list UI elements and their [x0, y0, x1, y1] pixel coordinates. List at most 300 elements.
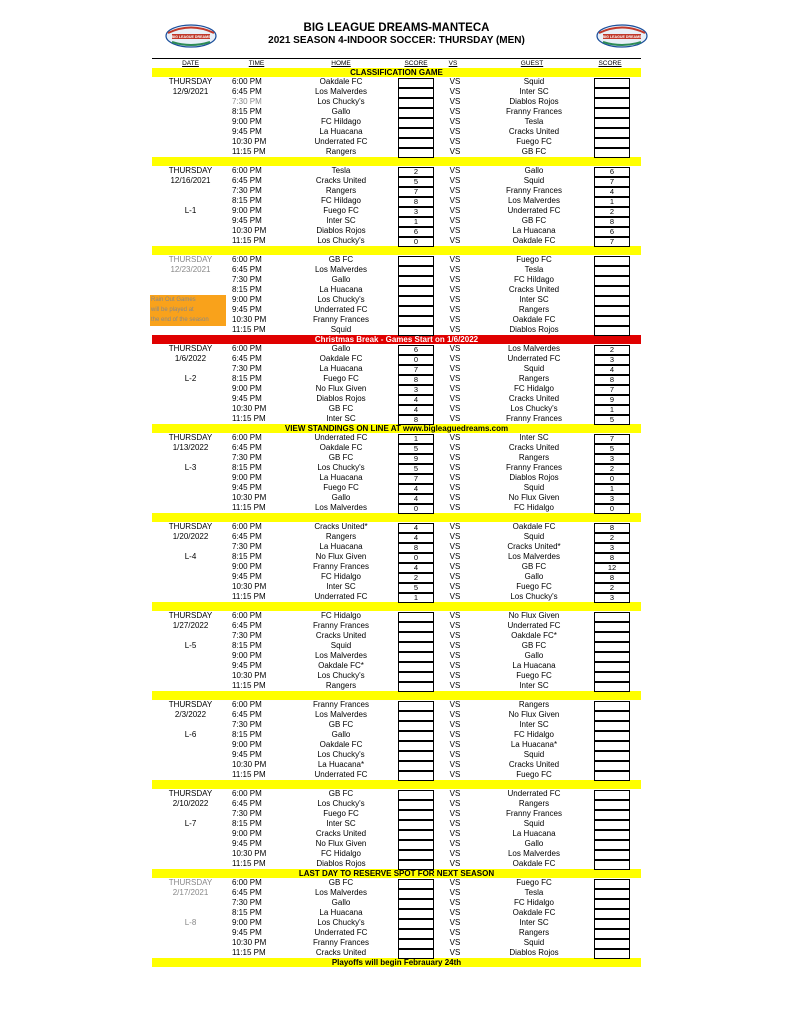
- game-date-cell: [152, 394, 229, 404]
- vs-label: VS: [449, 394, 461, 403]
- game-date-cell: [152, 483, 229, 493]
- game-date-cell: [152, 107, 229, 117]
- game-time: 11:15 PM: [232, 414, 266, 423]
- home-team: La Huacana: [319, 473, 363, 482]
- guest-score-box: [594, 642, 630, 652]
- game-date-cell: [152, 582, 229, 592]
- game-row: [152, 522, 641, 532]
- block-banner: CLASSIFICATION GAME: [152, 68, 641, 77]
- game-date-cell: [152, 275, 229, 285]
- home-score-box: [398, 682, 434, 692]
- home-team: Gallo: [331, 898, 351, 907]
- game-date-cell: THURSDAY: [168, 344, 213, 353]
- guest-team: Franny Frances: [505, 809, 563, 818]
- home-score-box: 4: [398, 405, 434, 415]
- vs-label: VS: [449, 888, 461, 897]
- game-row: [152, 671, 641, 681]
- league-logo-icon: [595, 24, 649, 48]
- column-headers: [152, 58, 641, 68]
- home-team: Fuego FC: [323, 206, 359, 215]
- vs-label: VS: [449, 611, 461, 620]
- home-score-box: 3: [398, 207, 434, 217]
- home-score-box: [398, 306, 434, 316]
- game-date-cell: 12/9/2021: [172, 87, 209, 96]
- schedule-blocks: [152, 68, 641, 958]
- game-time: 9:45 PM: [232, 216, 262, 225]
- game-row: [152, 849, 641, 859]
- guest-score-box: [594, 909, 630, 919]
- game-time: 9:00 PM: [232, 829, 262, 838]
- home-score-box: 5: [398, 444, 434, 454]
- home-team: Cracks United: [315, 829, 367, 838]
- game-row: [152, 631, 641, 641]
- game-time: 6:45 PM: [232, 87, 262, 96]
- game-date-cell: [152, 325, 229, 335]
- home-score-box: 0: [398, 553, 434, 563]
- game-date-cell: L-3: [184, 463, 197, 472]
- guest-score-box: [594, 830, 630, 840]
- guest-team: Inter SC: [519, 918, 549, 927]
- game-date-cell: 1/27/2022: [172, 621, 209, 630]
- home-team: Los Malverdes: [314, 503, 368, 512]
- home-score-box: 9: [398, 454, 434, 464]
- game-row: [152, 829, 641, 839]
- home-score-box: 7: [398, 474, 434, 484]
- game-row: [152, 770, 641, 780]
- guest-score-box: 2: [594, 533, 630, 543]
- game-time: 10:30 PM: [232, 493, 267, 502]
- guest-team: Inter SC: [519, 87, 549, 96]
- game-date-cell: [152, 493, 229, 503]
- game-date-cell: L-8: [184, 918, 197, 927]
- game-date-cell: [152, 681, 229, 691]
- home-team: Rangers: [325, 681, 357, 690]
- game-time: 9:00 PM: [232, 117, 262, 126]
- game-time: 9:00 PM: [232, 295, 262, 304]
- home-score-box: [398, 790, 434, 800]
- game-date-cell: 2/3/2022: [174, 710, 207, 719]
- game-date-cell: [152, 364, 229, 374]
- guest-score-box: [594, 266, 630, 276]
- game-date-cell: [152, 295, 229, 305]
- guest-score-box: [594, 949, 630, 959]
- game-row: [152, 483, 641, 493]
- home-team: Franny Frances: [312, 621, 370, 630]
- game-row: [152, 700, 641, 710]
- home-team: Inter SC: [326, 216, 356, 225]
- home-score-box: [398, 148, 434, 158]
- vs-label: VS: [449, 186, 461, 195]
- vs-label: VS: [449, 364, 461, 373]
- vs-label: VS: [449, 918, 461, 927]
- guest-team: Fuego FC: [516, 770, 552, 779]
- home-score-box: [398, 889, 434, 899]
- game-date-cell: THURSDAY: [168, 166, 213, 175]
- game-row: [152, 710, 641, 720]
- guest-score-box: [594, 800, 630, 810]
- home-score-box: 4: [398, 395, 434, 405]
- vs-label: VS: [449, 532, 461, 541]
- guest-team: Diablos Rojos: [509, 948, 559, 957]
- game-date-cell: [152, 315, 229, 325]
- home-team: Franny Frances: [312, 562, 370, 571]
- game-time: 7:30 PM: [232, 898, 262, 907]
- game-row: [152, 295, 641, 305]
- guest-score-box: [594, 919, 630, 929]
- guest-score-box: 8: [594, 523, 630, 533]
- vs-label: VS: [449, 770, 461, 779]
- home-team: Franny Frances: [312, 315, 370, 324]
- game-time: 11:15 PM: [232, 147, 266, 156]
- home-score-box: [398, 622, 434, 632]
- game-row: [152, 938, 641, 948]
- home-team: La Huacana*: [317, 760, 365, 769]
- guest-score-box: [594, 138, 630, 148]
- guest-team: Oakdale FC: [512, 315, 556, 324]
- home-team: Los Chucky's: [317, 97, 365, 106]
- game-row: [152, 888, 641, 898]
- home-team: Inter SC: [326, 582, 356, 591]
- game-row: [152, 384, 641, 394]
- game-time: 8:15 PM: [232, 196, 262, 205]
- guest-score-box: 2: [594, 207, 630, 217]
- home-score-box: [398, 850, 434, 860]
- game-time: 8:15 PM: [232, 730, 262, 739]
- home-team: Oakdale FC: [319, 740, 363, 749]
- game-time: 9:45 PM: [232, 661, 262, 670]
- game-date-cell: [152, 542, 229, 552]
- game-time: 9:45 PM: [232, 305, 262, 314]
- home-score-box: 1: [398, 593, 434, 603]
- home-score-box: 1: [398, 217, 434, 227]
- game-row: [152, 433, 641, 443]
- game-time: 7:30 PM: [232, 453, 262, 462]
- game-row: [152, 552, 641, 562]
- game-row: [152, 611, 641, 621]
- home-score-box: [398, 662, 434, 672]
- vs-label: VS: [449, 265, 461, 274]
- game-row: [152, 374, 641, 384]
- guest-score-box: 8: [594, 375, 630, 385]
- game-time: 11:15 PM: [232, 770, 266, 779]
- game-time: 11:15 PM: [232, 681, 266, 690]
- block-banner: LAST DAY TO RESERVE SPOT FOR NEXT SEASON: [152, 869, 641, 878]
- game-time: 7:30 PM: [232, 720, 262, 729]
- game-row: [152, 572, 641, 582]
- column-header-date: DATE: [182, 60, 199, 67]
- home-team: GB FC: [328, 720, 354, 729]
- home-score-box: [398, 800, 434, 810]
- game-row: [152, 117, 641, 127]
- game-time: 9:00 PM: [232, 206, 262, 215]
- guest-score-box: [594, 790, 630, 800]
- home-score-box: [398, 879, 434, 889]
- game-time: 8:15 PM: [232, 374, 262, 383]
- vs-label: VS: [449, 137, 461, 146]
- guest-team: GB FC: [521, 641, 547, 650]
- home-team: Oakdale FC: [319, 354, 363, 363]
- home-score-box: [398, 672, 434, 682]
- game-time: 6:00 PM: [232, 700, 262, 709]
- guest-score-box: 3: [594, 543, 630, 553]
- game-time: 10:30 PM: [232, 671, 267, 680]
- guest-team: Squid: [523, 483, 545, 492]
- guest-score-box: 8: [594, 217, 630, 227]
- vs-label: VS: [449, 433, 461, 442]
- home-score-box: [398, 88, 434, 98]
- vs-label: VS: [449, 562, 461, 571]
- home-team: FC Hidalgo: [320, 572, 361, 581]
- column-header-guest: GUEST: [520, 60, 544, 67]
- game-time: 10:30 PM: [232, 938, 267, 947]
- game-date-cell: L-6: [184, 730, 197, 739]
- game-time: 10:30 PM: [232, 849, 267, 858]
- game-date-cell: [152, 651, 229, 661]
- game-time: 6:45 PM: [232, 888, 262, 897]
- game-time: 6:45 PM: [232, 621, 262, 630]
- vs-label: VS: [449, 641, 461, 650]
- svg-text:BIG LEAGUE DREAMS: BIG LEAGUE DREAMS: [171, 35, 211, 39]
- guest-team: Rangers: [518, 305, 550, 314]
- game-time: 9:00 PM: [232, 651, 262, 660]
- vs-label: VS: [449, 295, 461, 304]
- guest-score-box: [594, 128, 630, 138]
- game-date-cell: [152, 127, 229, 137]
- guest-score-box: 2: [594, 345, 630, 355]
- block-banner: [152, 513, 641, 522]
- vs-label: VS: [449, 522, 461, 531]
- vs-label: VS: [449, 453, 461, 462]
- home-team: No Flux Given: [315, 384, 367, 393]
- game-row: [152, 325, 641, 335]
- vs-label: VS: [449, 127, 461, 136]
- column-header-guest-score: SCORE: [598, 60, 622, 67]
- guest-team: Cracks United: [508, 285, 560, 294]
- home-team: Diablos Rojos: [316, 394, 366, 403]
- game-date-cell: [152, 404, 229, 414]
- guest-score-box: 3: [594, 494, 630, 504]
- game-date-cell: THURSDAY: [168, 611, 213, 620]
- game-row: [152, 789, 641, 799]
- game-date-cell: [152, 760, 229, 770]
- guest-score-box: [594, 672, 630, 682]
- game-row: [152, 97, 641, 107]
- vs-label: VS: [449, 799, 461, 808]
- game-row: [152, 127, 641, 137]
- game-date-cell: [152, 809, 229, 819]
- guest-score-box: [594, 889, 630, 899]
- game-date-cell: L-4: [184, 552, 197, 561]
- home-score-box: 8: [398, 415, 434, 425]
- guest-team: Los Chucky's: [510, 592, 558, 601]
- guest-score-box: [594, 286, 630, 296]
- guest-score-box: [594, 820, 630, 830]
- guest-team: Franny Frances: [505, 107, 563, 116]
- guest-team: Underrated FC: [507, 206, 561, 215]
- home-team: Underrated FC: [314, 305, 368, 314]
- home-team: Cracks United: [315, 948, 367, 957]
- guest-score-box: [594, 276, 630, 286]
- guest-score-box: 4: [594, 187, 630, 197]
- vs-label: VS: [449, 147, 461, 156]
- guest-score-box: [594, 771, 630, 781]
- game-time: 8:15 PM: [232, 641, 262, 650]
- game-date-cell: L-2: [184, 374, 197, 383]
- home-team: Fuego FC: [323, 374, 359, 383]
- guest-team: Fuego FC: [516, 878, 552, 887]
- home-team: Gallo: [331, 107, 351, 116]
- game-row: [152, 285, 641, 295]
- vs-label: VS: [449, 700, 461, 709]
- guest-score-box: 1: [594, 484, 630, 494]
- game-row: [152, 730, 641, 740]
- game-row: [152, 77, 641, 87]
- home-score-box: [398, 642, 434, 652]
- guest-team: Rangers: [518, 374, 550, 383]
- guest-score-box: 2: [594, 464, 630, 474]
- guest-team: Gallo: [524, 839, 544, 848]
- game-time: 6:45 PM: [232, 354, 262, 363]
- home-team: FC Hidalgo: [320, 611, 361, 620]
- home-team: Los Chucky's: [317, 236, 365, 245]
- vs-label: VS: [449, 849, 461, 858]
- guest-score-box: [594, 701, 630, 711]
- game-row: [152, 453, 641, 463]
- game-time: 11:15 PM: [232, 859, 266, 868]
- game-row: [152, 216, 641, 226]
- game-row: [152, 493, 641, 503]
- home-score-box: [398, 731, 434, 741]
- home-score-box: [398, 840, 434, 850]
- guest-score-box: [594, 939, 630, 949]
- guest-team: Cracks United: [508, 760, 560, 769]
- home-score-box: [398, 108, 434, 118]
- guest-team: Inter SC: [519, 681, 549, 690]
- guest-team: Squid: [523, 364, 545, 373]
- home-score-box: [398, 919, 434, 929]
- game-time: 6:00 PM: [232, 433, 262, 442]
- guest-score-box: [594, 751, 630, 761]
- guest-score-box: 7: [594, 237, 630, 247]
- home-team: Fuego FC: [323, 483, 359, 492]
- game-row: [152, 265, 641, 275]
- home-score-box: [398, 78, 434, 88]
- home-score-box: [398, 652, 434, 662]
- game-row: [152, 364, 641, 374]
- guest-score-box: [594, 810, 630, 820]
- home-team: La Huacana: [319, 908, 363, 917]
- vs-label: VS: [449, 621, 461, 630]
- guest-team: Tesla: [524, 117, 544, 126]
- home-team: La Huacana: [319, 542, 363, 551]
- guest-team: Tesla: [524, 265, 544, 274]
- home-team: Los Malverdes: [314, 651, 368, 660]
- vs-label: VS: [449, 878, 461, 887]
- vs-label: VS: [449, 928, 461, 937]
- guest-score-box: 6: [594, 227, 630, 237]
- home-score-box: [398, 296, 434, 306]
- game-row: [152, 315, 641, 325]
- guest-team: Underrated FC: [507, 789, 561, 798]
- home-score-box: [398, 771, 434, 781]
- vs-label: VS: [449, 315, 461, 324]
- game-row: [152, 562, 641, 572]
- home-score-box: [398, 899, 434, 909]
- vs-label: VS: [449, 681, 461, 690]
- guest-team: Rangers: [518, 799, 550, 808]
- home-team: Cracks United*: [314, 522, 368, 531]
- vs-label: VS: [449, 720, 461, 729]
- home-team: Los Malverdes: [314, 265, 368, 274]
- game-row: [152, 542, 641, 552]
- home-team: Oakdale FC: [319, 77, 363, 86]
- block-banner: [152, 780, 641, 789]
- guest-team: Oakdale FC*: [511, 631, 557, 640]
- vs-label: VS: [449, 87, 461, 96]
- rain-out-note: the end of the season: [150, 315, 226, 326]
- game-row: [152, 750, 641, 760]
- guest-score-box: [594, 296, 630, 306]
- vs-label: VS: [449, 196, 461, 205]
- game-date-cell: [152, 572, 229, 582]
- game-row: [152, 681, 641, 691]
- game-date-cell: L-7: [184, 819, 197, 828]
- game-date-cell: [152, 829, 229, 839]
- game-row: [152, 463, 641, 473]
- game-date-cell: [152, 740, 229, 750]
- game-date-cell: THURSDAY: [168, 255, 213, 264]
- game-date-cell: 2/10/2022: [172, 799, 209, 808]
- game-row: [152, 305, 641, 315]
- guest-score-box: 9: [594, 395, 630, 405]
- game-row: [152, 819, 641, 829]
- home-team: GB FC: [328, 789, 354, 798]
- guest-score-box: [594, 256, 630, 266]
- guest-team: Los Malverdes: [507, 552, 561, 561]
- guest-team: Diablos Rojos: [509, 473, 559, 482]
- guest-team: Los Malverdes: [507, 849, 561, 858]
- vs-label: VS: [449, 592, 461, 601]
- home-score-box: 5: [398, 464, 434, 474]
- game-time: 9:45 PM: [232, 127, 262, 136]
- home-team: FC Hildago: [320, 117, 361, 126]
- home-score-box: [398, 701, 434, 711]
- game-row: [152, 621, 641, 631]
- home-team: Squid: [330, 641, 352, 650]
- home-score-box: [398, 751, 434, 761]
- home-score-box: 8: [398, 197, 434, 207]
- vs-label: VS: [449, 552, 461, 561]
- home-team: Underrated FC: [314, 592, 368, 601]
- block-banner: [152, 246, 641, 255]
- guest-team: Squid: [523, 750, 545, 759]
- guest-score-box: [594, 612, 630, 622]
- home-score-box: [398, 286, 434, 296]
- home-team: Cracks United: [315, 631, 367, 640]
- game-time: 11:15 PM: [232, 948, 266, 957]
- guest-team: Oakdale FC: [512, 859, 556, 868]
- game-row: [152, 404, 641, 414]
- vs-label: VS: [449, 107, 461, 116]
- guest-score-box: [594, 721, 630, 731]
- game-date-cell: L-5: [184, 641, 197, 650]
- vs-label: VS: [449, 839, 461, 848]
- game-date-cell: 1/20/2022: [172, 532, 209, 541]
- vs-label: VS: [449, 710, 461, 719]
- guest-score-box: [594, 632, 630, 642]
- game-date-cell: THURSDAY: [168, 878, 213, 887]
- home-team: Fuego FC: [323, 809, 359, 818]
